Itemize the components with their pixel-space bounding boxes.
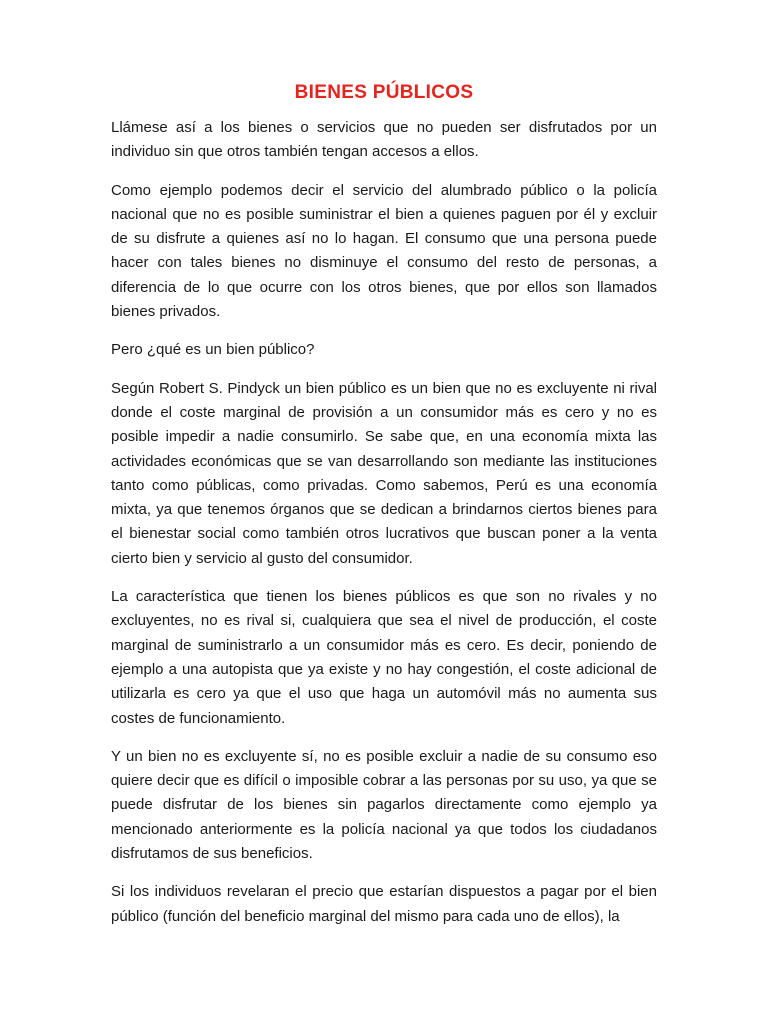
paragraph-5: La característica que tienen los bienes públicos es que son no rivales y no excluyentes, no es rival si, cualquiera que sea el nivel de producción, el coste marginal de suministrarlo a un consumidor más es cero. Es decir, poniendo de ejemplo a una autopista que ya existe y no hay congestión, el coste adicional de utilizarla es cero ya que el uso que haga un automóvil más no aumenta sus costes de funcionamiento. — [111, 588, 657, 727]
document-body — [111, 116, 657, 943]
paragraph-3: Pero ¿qué es un bien público? — [111, 341, 315, 359]
document-title: BIENES PÚBLICOS — [294, 82, 474, 103]
paragraph-1: Llámese así a los bienes o servicios que no pueden ser disfrutados por un individuo sin que otros también tengan accesos a ellos. — [111, 119, 657, 161]
paragraph-6: Y un bien no es excluyente sí, no es posible excluir a nadie de su consumo eso quiere decir que es difícil o imposible cobrar a las personas por su uso, ya que se puede disfrutar de los bienes sin pagarlos directamente como ejemplo ya mencionado anteriormente es la policía nacional ya que todos los ciudadanos disfrutamos de sus beneficios. — [111, 747, 657, 863]
paragraph-2: Como ejemplo podemos decir el servicio del alumbrado público o la policía nacional que no es posible suministrar el bien a quienes paguen por él y excluir de su disfrute a quienes así no lo hagan. El consumo que una persona puede hacer con tales bienes no disminuye el consumo del resto de personas, a diferencia de lo que ocurre con los otros bienes, que por ellos son llamados bienes privados. — [111, 181, 657, 321]
paragraph-7: Si los individuos revelaran el precio que estarían dispuestos a pagar por el bien público (función del beneficio marginal del mismo para cada uno de ellos), la — [111, 883, 657, 925]
paragraph-4: Según Robert S. Pindyck un bien público es un bien que no es excluyente ni rival donde el coste marginal de provisión a un consumidor más es cero y no es posible impedir a nadie consumirlo. Se sabe que, en una economía mixta las actividades económicas que se van desarrollando son mediante las instituciones tanto como públicas, como privadas. Como sabemos, Perú es una economía mixta, ya que tenemos órganos que se dedican a brindarnos ciertos bienes para el bienestar social como también otros lucrativos que buscan poner a la venta cierto bien y servicio al gusto del consumidor. — [111, 379, 657, 567]
